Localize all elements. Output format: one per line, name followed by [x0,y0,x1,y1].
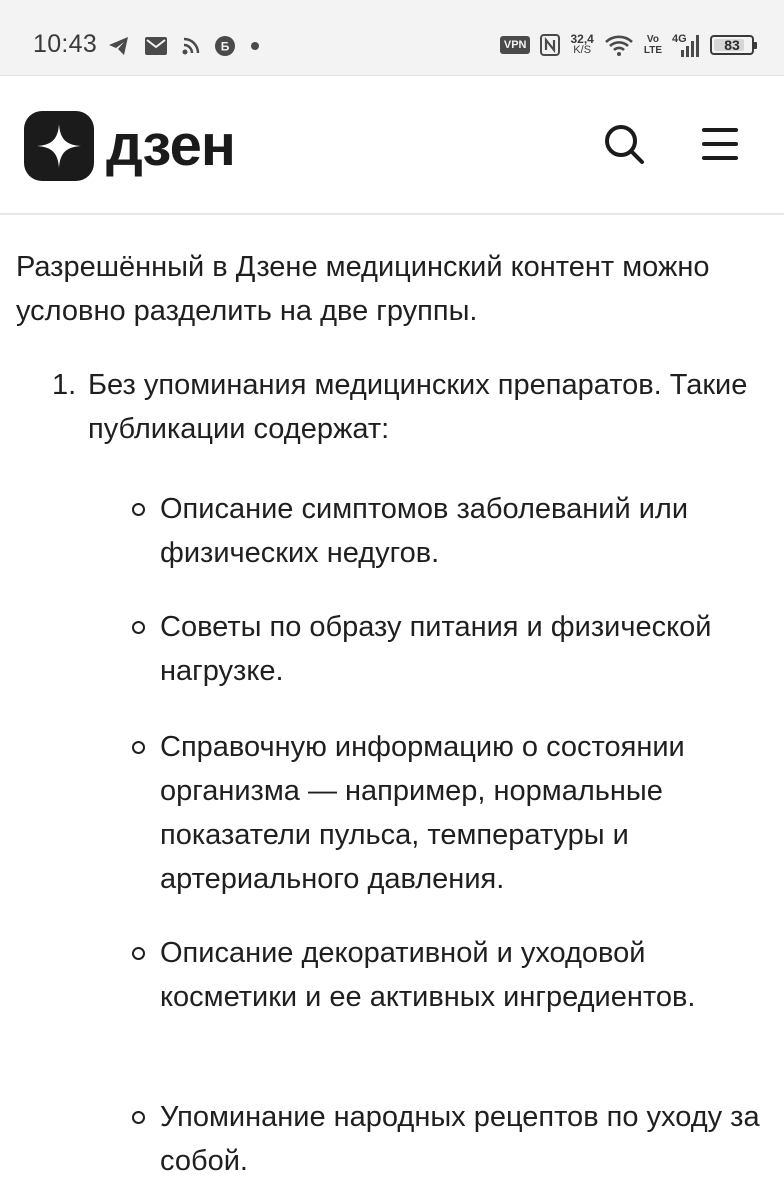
bullet-text: Упоминание народных рецептов по уходу за собой. [160,1101,760,1177]
bullet-icon [132,947,145,960]
dot-icon [250,41,260,51]
battery-icon [710,35,754,55]
list-number: 1. [52,369,77,401]
logo-wordmark: дзен [106,113,235,178]
b-badge-letter: Б [220,39,230,54]
network-type: 4G [672,33,687,45]
mail-icon [144,36,168,56]
search-button[interactable] [598,120,650,172]
wifi-icon [604,34,634,56]
dzen-logo[interactable] [24,111,235,181]
bullet-icon [132,621,145,634]
vpn-icon: VPN [500,36,531,54]
network-speed [570,34,593,56]
status-time: 10:43 [33,30,98,58]
volte-icon [644,34,662,56]
search-icon [602,122,646,171]
rss-icon [182,37,200,55]
volte-bottom: LTE [643,45,662,56]
telegram-icon [108,36,130,56]
system-icons [500,28,754,62]
lead-paragraph: Разрешённый в Дзене медицинский контент можно условно разделить на две группы. [16,251,710,327]
dzen-star-icon [24,111,94,181]
bullet-icon [132,1111,145,1124]
bullet-text: Справочную информацию о состоянии организма — например, нормальные показатели пульса, температуры и артериального давления. [160,731,685,895]
network-speed-value: 32,4 [570,32,594,46]
volte-top: Vo [646,34,659,45]
menu-icon [698,124,742,169]
signal-icon [672,32,700,58]
nfc-icon [540,34,560,56]
bullet-text: Советы по образу питания и физической нагрузке. [160,611,712,687]
bullet-text: Описание симптомов заболеваний или физических недугов. [160,493,689,569]
bullet-icon [132,741,145,754]
bullet-text: Описание декоративной и уходовой косметики и ее активных ингредиентов. [160,937,696,1013]
app-header [0,76,784,215]
network-speed-unit: K/S [573,44,592,56]
b-badge-icon [214,35,236,57]
list-item-text: Без упоминания медицинских препаратов. Такие публикации содержат: [88,369,748,445]
battery-percent: 83 [724,37,740,53]
status-bar [0,0,784,76]
menu-button[interactable] [694,120,746,172]
bullet-icon [132,503,145,516]
notification-icons [108,33,260,59]
